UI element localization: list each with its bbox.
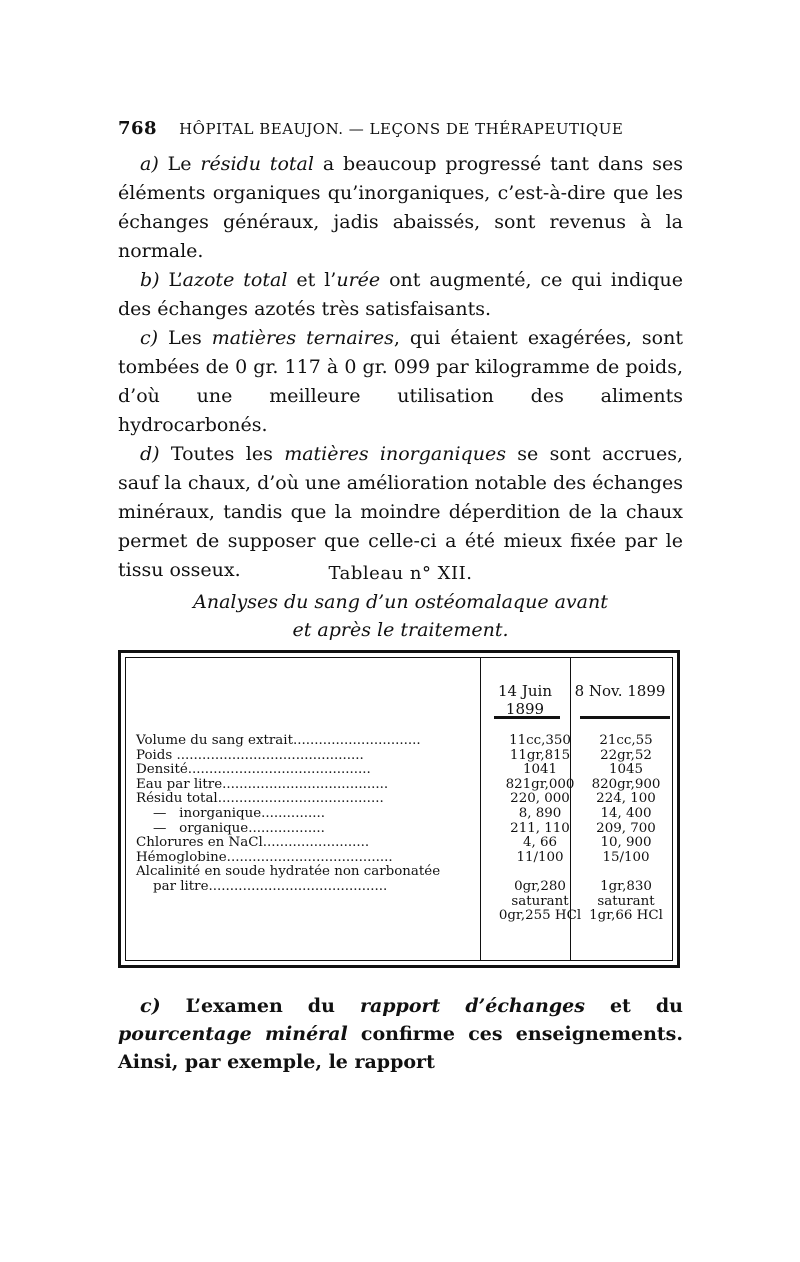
value-june-1899: 8, 890 <box>518 805 562 821</box>
paragraph-a-pre: Le <box>158 153 201 175</box>
value-june-1899: 0gr,280 <box>514 878 566 894</box>
term-azote-total: azote total <box>182 269 288 291</box>
table-row <box>136 895 676 910</box>
marker-b: b) <box>140 269 160 291</box>
row-label: Alcalinité en soude hydratée non carbonatée <box>136 864 441 880</box>
paragraph-b-mid: et l’ <box>287 269 337 291</box>
running-title: HÔPITAL BEAUJON. — LEÇONS DE THÉRAPEUTIQUE <box>179 120 624 138</box>
row-label: — organique.................. <box>136 820 325 836</box>
table-label: Tableau n° XII. <box>328 563 473 584</box>
value-nov-1899: 224, 100 <box>596 791 656 807</box>
marker-a: a) <box>140 153 159 175</box>
table-row <box>136 880 676 895</box>
marker-c: c) <box>140 327 159 349</box>
row-label: Eau par litre....................................... <box>136 776 389 792</box>
row-label: — inorganique............... <box>136 805 325 821</box>
value-june-1899: saturant <box>511 893 569 909</box>
paragraph-a-post: a beaucoup progressé tant dans ses éléments organiques qu’inorganiques, c’est-à-dire que les échanges généraux, jadis abaissés, sont revenus à la normale. <box>118 153 683 262</box>
table-row <box>136 807 676 822</box>
row-label: Volume du sang extrait.............................. <box>136 733 421 748</box>
paragraph-c <box>118 324 683 440</box>
paragraph-d-pre: Toutes les <box>159 443 285 465</box>
value-june-1899: 11cc,350 <box>509 733 571 748</box>
value-nov-1899: 10, 900 <box>600 835 652 851</box>
row-label: Résidu total....................................... <box>136 791 384 807</box>
marker-c-bottom: c) <box>140 995 161 1017</box>
term-uree: urée <box>336 269 381 291</box>
table-row <box>136 822 676 837</box>
row-label: Densité........................................... <box>136 762 371 778</box>
term-matieres-inorganiques: matières inorganiques <box>284 443 506 465</box>
row-label: par litre.......................................... <box>136 878 388 894</box>
table-row <box>136 792 676 807</box>
value-june-1899: 220, 000 <box>510 791 570 807</box>
value-june-1899: 1041 <box>522 762 558 778</box>
table-inner-frame <box>125 657 673 961</box>
row-label: Poids ............................................ <box>136 747 364 763</box>
header-rule-2 <box>580 716 670 719</box>
table-row <box>136 865 676 880</box>
value-june-1899: 0gr,255 HCl <box>498 908 582 924</box>
table-row <box>136 734 676 749</box>
value-june-1899: 821gr,000 <box>505 776 575 792</box>
paragraph-b <box>118 266 683 324</box>
marker-d: d) <box>140 443 160 465</box>
column-header-2: 8 Nov. 1899 <box>574 682 666 700</box>
closing-paragraph <box>118 992 683 1076</box>
value-june-1899: 4, 66 <box>522 835 558 851</box>
table-body <box>136 734 676 924</box>
term-matieres-ternaires: matières ternaires <box>211 327 394 349</box>
table-row <box>136 763 676 778</box>
value-nov-1899: 21cc,55 <box>599 733 653 748</box>
row-label: Chlorures en NaCl......................... <box>136 835 370 851</box>
value-nov-1899: saturant <box>597 893 655 909</box>
paragraph-a <box>118 150 683 266</box>
value-june-1899: 11gr,815 <box>509 747 571 763</box>
value-nov-1899: 820gr,900 <box>591 776 661 792</box>
value-nov-1899: 14, 400 <box>600 805 652 821</box>
table-subtitle-line1: Analyses du sang d’un ostéomalaque avant <box>193 591 608 613</box>
table-row <box>136 851 676 866</box>
table-row <box>136 749 676 764</box>
value-june-1899: 11/100 <box>516 849 564 865</box>
value-nov-1899: 1gr,830 <box>600 878 652 894</box>
page-number: 768 <box>118 118 158 139</box>
value-june-1899: 211, 110 <box>510 820 570 836</box>
table-caption <box>118 560 683 644</box>
term-pourcentage-mineral: pourcentage minéral <box>118 1023 348 1045</box>
table-row <box>136 778 676 793</box>
term-residu-total: résidu total <box>200 153 314 175</box>
bottom-mid: et du <box>584 995 683 1017</box>
table-subtitle-line2: et après le traitement. <box>292 619 509 641</box>
paragraph-c-pre: Les <box>158 327 212 349</box>
bottom-pre: L’examen du <box>160 995 360 1017</box>
paragraph-c-post: , qui étaient exagérées, sont tombées de 0 gr. 117 à 0 gr. 099 par kilogramme de poids, d’où une meilleure utilisation des aliments hydrocarbonés. <box>118 327 683 436</box>
value-nov-1899: 209, 700 <box>596 820 656 836</box>
value-nov-1899: 1045 <box>608 762 644 778</box>
value-nov-1899: 15/100 <box>602 849 650 865</box>
table-row <box>136 909 676 924</box>
paragraph-d-post: se sont accrues, sauf la chaux, d’où une amélioration notable des échanges minéraux, tandis que la moindre déperdition de la chaux permet de supposer que celle-ci a été mieux fixée par le tissu osseux. <box>118 443 684 581</box>
paragraph-b-post: ont augmenté, ce qui indique des échanges azotés très satisfaisants. <box>118 269 684 320</box>
body-text <box>118 150 683 585</box>
column-header-1: 14 Juin 1899 <box>498 682 552 718</box>
value-nov-1899: 1gr,66 HCl <box>589 908 663 924</box>
running-header <box>118 118 678 139</box>
data-table <box>118 650 680 968</box>
term-rapport-echanges: rapport d’échanges <box>359 995 585 1017</box>
row-label: Hémoglobine....................................... <box>136 849 393 865</box>
table-row <box>136 836 676 851</box>
bottom-post: confirme ces enseignements. Ainsi, par exemple, le rapport <box>118 1023 683 1073</box>
value-nov-1899: 22gr,52 <box>600 747 652 763</box>
paragraph-b-pre: L’ <box>159 269 183 291</box>
